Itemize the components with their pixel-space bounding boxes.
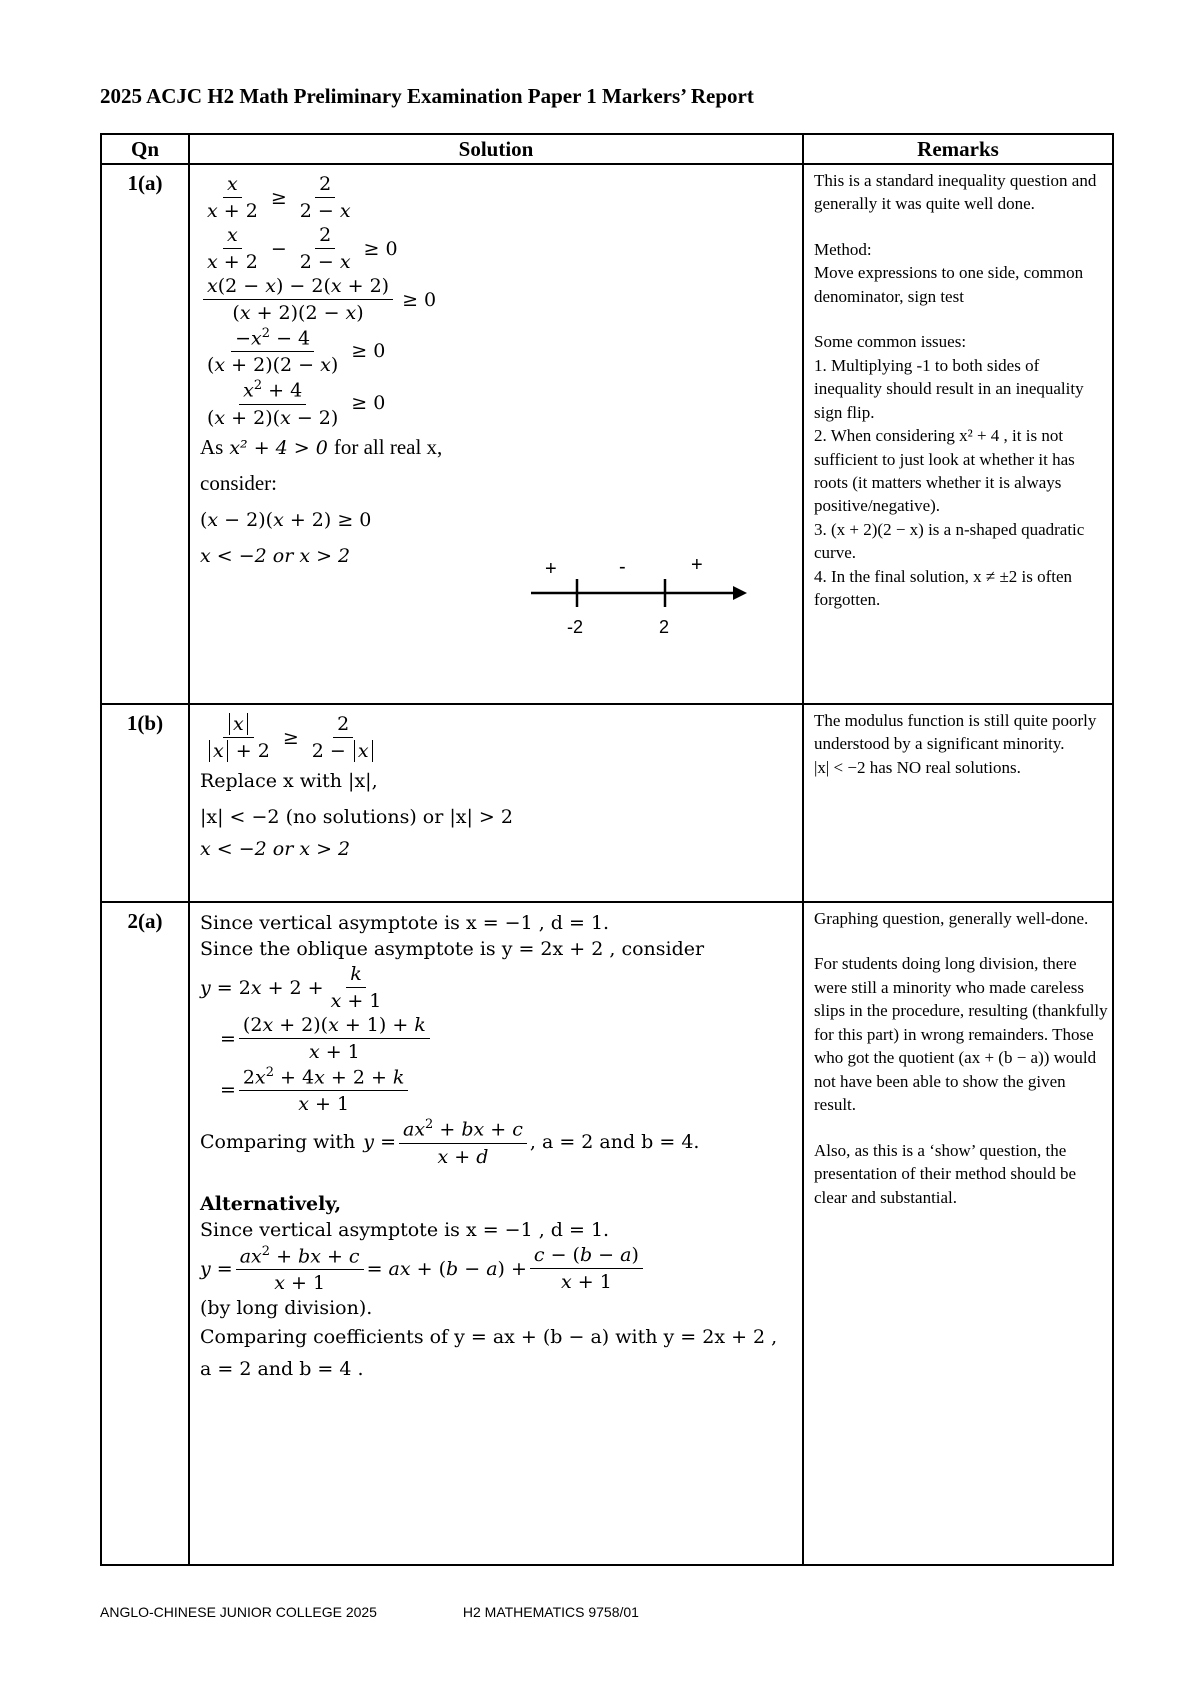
alt-final: a = 2 and b = 4 . — [200, 1357, 364, 1380]
step-no-solution: |x| < −2 (no solutions) or |x| > 2 — [200, 806, 513, 828]
question-label: 1(b) — [101, 704, 189, 902]
remark-2: |x| < −2 has NO real solutions. — [814, 757, 1021, 777]
row-1a — [101, 164, 1113, 704]
alt-long-division: (by long division). — [200, 1296, 373, 1319]
solution-2a — [189, 902, 803, 1565]
remark-issue-3: 3. (x + 2)(2 − x) is a n-shaped quadratic curve. — [814, 519, 1085, 563]
solution-1b — [189, 704, 803, 902]
remark-intro: This is a standard inequality question and generally it was quite well done. — [814, 171, 1097, 214]
solution-1a — [189, 164, 803, 704]
header-solution: Solution — [189, 134, 803, 164]
step-7: (x − 2)(x + 2) ≥ 0 — [200, 508, 372, 531]
markers-report-table — [100, 133, 1114, 1566]
step-1: $\frac{x}{x + 2}$ ≥ $\frac{2}{2 - x}$ — [200, 713, 802, 762]
tick-label-2: 2 — [659, 617, 670, 637]
step-1: $\frac{x}{x + 2}$ ≥ $\frac{2}{2 - x}$ — [207, 173, 351, 222]
number-line — [525, 553, 755, 643]
step-replace: Replace x with |x|, — [200, 770, 378, 792]
question-label: 2(a) — [101, 902, 189, 1565]
alt-compare: Comparing coefficients of y = ax + (b − a) with y = 2x + 2 , — [200, 1325, 778, 1348]
header-remarks: Remarks — [803, 134, 1113, 164]
remark-2: For students doing long division, there were still a minority who made careless slips in the procedure, resulting (thankfully for this part) in wrong remainders. Those who got the quotient (ax + (b − a)) would not have been able to show the given result. — [814, 954, 1108, 1115]
remarks-1a — [803, 164, 1113, 704]
alt-title: Alternatively, — [200, 1192, 342, 1215]
remark-3: Also, as this is a ‘show’ question, the presentation of their method should be clear and substantial. — [814, 1140, 1077, 1207]
final-answer: x < −2 or x > 2 — [200, 544, 351, 567]
header-qn: Qn — [101, 134, 189, 164]
row-1b — [101, 704, 1113, 902]
remark-issue-2: 2. When considering x² + 4 , it is not sufficient to just look at whether it has roots (it matters whether it is always positive/negative). — [814, 426, 1075, 516]
row-2a — [101, 902, 1113, 1565]
tick-label-neg2: -2 — [567, 617, 584, 637]
step-oblique: Since the oblique asymptote is y = 2x + 2 , consider — [200, 938, 705, 960]
remarks-1b — [803, 704, 1113, 902]
step-consider: consider: — [200, 471, 277, 496]
step-2: = $\frac{(2x + 2)(x + 1) + k}{x + 1}$ — [200, 1014, 802, 1063]
final-answer: x < −2 or x > 2 — [200, 838, 351, 860]
step-1: y = 2x + 2 + $\frac{k}{x + 1}$ — [200, 963, 382, 1012]
remark-issue-4: 4. In the final solution, x ≠ ±2 is often forgotten. — [814, 566, 1073, 610]
remark-1: The modulus function is still quite poorly understood by a significant minority. — [814, 711, 1097, 754]
step-asymptote: Since vertical asymptote is x = −1 , d = 1. — [200, 912, 610, 934]
remarks-2a — [803, 902, 1113, 1565]
remark-issue-1: 1. Multiplying -1 to both sides of inequality should result in an inequality sign flip. — [814, 355, 1084, 422]
sign-3: + — [691, 554, 703, 576]
arrow-head-icon — [733, 586, 747, 600]
step-3: = $\frac{2x^2 + 4x + 2 + k}{x + 1}$ — [200, 1065, 802, 1115]
alt-step-1: y = $\frac{ax^2 + bx + c}{x + 1}$ = ax + (b − a) + $\frac{c - (b - a)}{x + 1}$ — [200, 1244, 802, 1294]
question-label: 1(a) — [101, 164, 189, 704]
sign-1: + — [545, 558, 557, 580]
footer-college: ANGLO-CHINESE JUNIOR COLLEGE 2025 — [100, 1604, 377, 1620]
remark-method: Move expressions to one side, common denominator, sign test — [814, 263, 1084, 306]
remark-issues-title: Some common issues: — [814, 332, 967, 352]
step-4: $\frac{-x^2 - 4}{(x + 2)(2 - x)}$ ≥ 0 — [207, 326, 386, 377]
remark-1: Graphing question, generally well-done. — [814, 909, 1089, 928]
remark-method-title: Method: — [814, 239, 872, 259]
step-compare: Comparing with y = $\frac{ax^2 + bx + c}{x + d}$ , a = 2 and b = 4. — [200, 1117, 700, 1168]
step-2: $\frac{x}{x + 2}$ − $\frac{2}{2 - x}$ ≥ 0 — [207, 224, 398, 273]
step-3: $\frac{x(2 - x) - 2(x + 2)}{(x + 2)(2 - x)}$ ≥ 0 — [200, 275, 802, 324]
step-6: As x² + 4 > 0 for all real x, — [200, 435, 443, 460]
alt-asymptote: Since vertical asymptote is x = −1 , d = 1. — [200, 1218, 610, 1241]
step-5: $\frac{x^2 + 4}{(x + 2)(x - 2)}$ ≥ 0 — [207, 378, 386, 429]
sign-2: - — [619, 556, 626, 578]
footer-subject: H2 MATHEMATICS 9758/01 — [462, 1604, 639, 1620]
page-footer — [100, 1604, 721, 1620]
page-title: 2025 ACJC H2 Math Preliminary Examination Paper 1 Markers’ Report — [100, 84, 754, 108]
